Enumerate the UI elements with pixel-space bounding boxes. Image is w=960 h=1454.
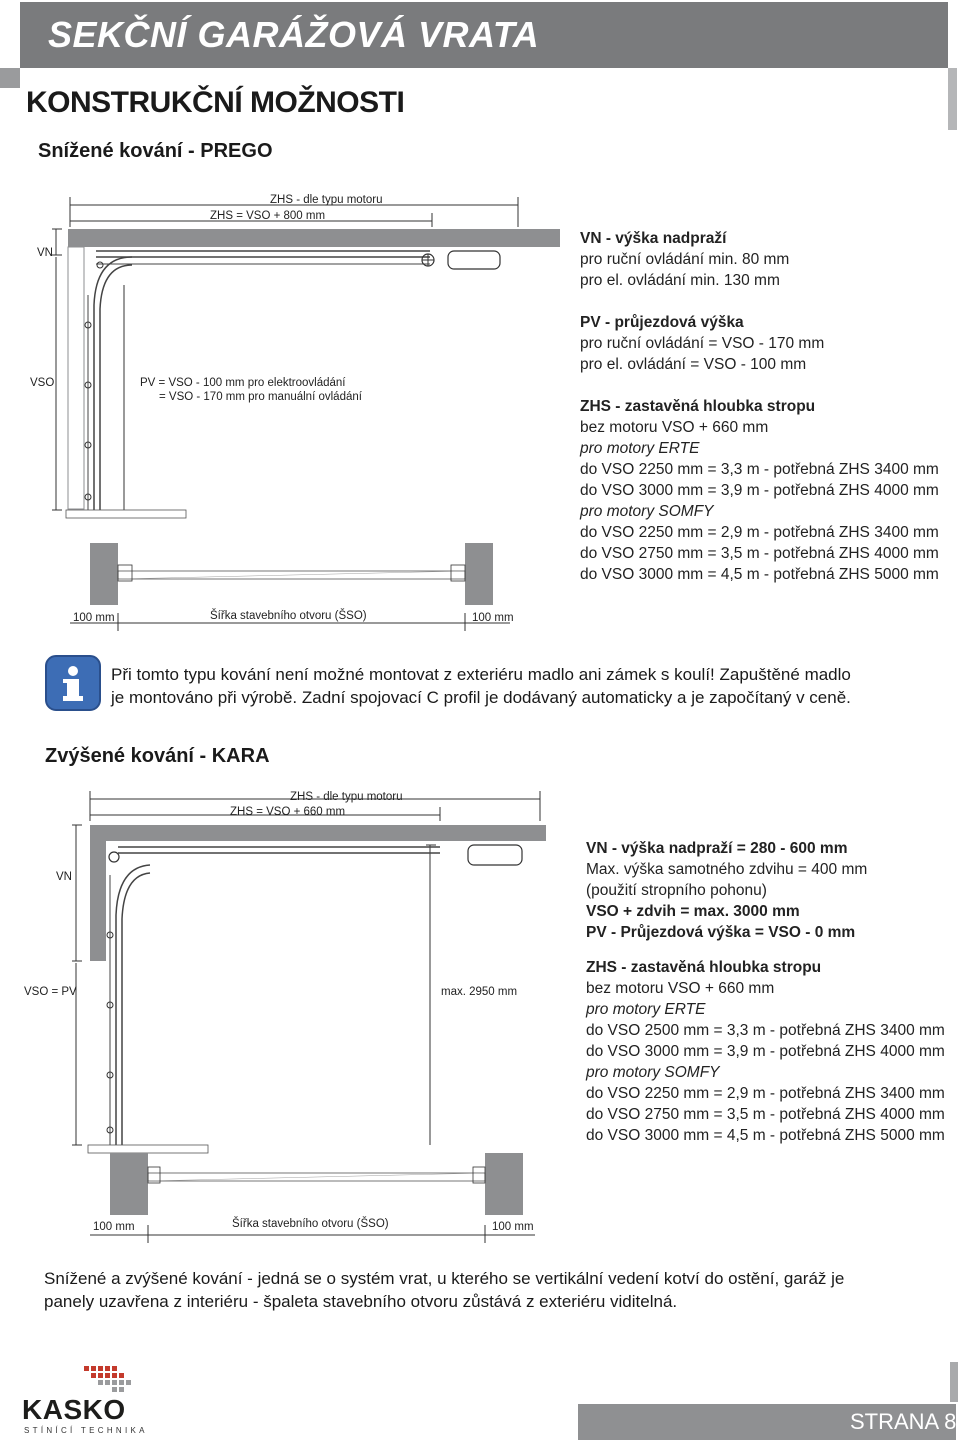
prego-diagram [0,185,560,635]
page-number: STRANA 8 [850,1409,957,1434]
vn-label: VN [37,247,53,259]
motor-icon-2 [468,845,522,865]
kara-spec-erte-2: do VSO 3000 mm = 3,9 m - potřebná ZHS 4000 mm [586,1043,945,1060]
section-heading: KONSTRUKČNÍ MOŽNOSTI [26,86,405,119]
spec-vn-title: VN - výška nadpraží [580,230,727,247]
page-title: SEKČNÍ GARÁŽOVÁ VRATA [48,14,540,55]
kara-specs [586,838,945,1146]
spec-erte: pro motory ERTE [580,440,700,457]
info-icon [44,654,102,712]
kasko-logo: KASKO [22,1394,126,1425]
spec-vn-manual: pro ruční ovládání min. 80 mm [580,251,790,268]
kara-spec-somfy-1: do VSO 2250 mm = 2,9 m - potřebná ZHS 3400 mm [586,1085,945,1102]
kara-spec-pv: PV - Průjezdová výška = VSO - 0 mm [586,924,856,941]
ceiling [68,229,560,247]
kasko-logo-subtitle: STÍNÍCÍ TECHNIKA [24,1426,148,1435]
kara-vn-label: VN [56,871,72,883]
kara-spec-somfy-3: do VSO 3000 mm = 4,5 m - potřebná ZHS 5000 mm [586,1127,945,1144]
info-note [111,663,851,709]
kara-zhs-motor-label: ZHS - dle typu motoru [290,791,403,803]
section1-title: Snížené kování - PREGO [38,140,273,162]
spec-zhs-title: ZHS - zastavěná hloubka stropu [580,398,816,415]
section2-title: Zvýšené kování - KARA [45,745,270,767]
kara-left-100-label: 100 mm [93,1221,135,1233]
bottom-note [44,1267,844,1313]
zhs-motor-label: ZHS - dle typu motoru [270,194,383,206]
kara-zhs-formula-label: ZHS = VSO + 660 mm [230,806,346,818]
bottom-note-line2: panely uzavřena z interiéru - špaleta stavebního otvoru zůstává z exteriéru viditelná. [44,1292,678,1311]
spec-somfy-1: do VSO 2250 mm = 2,9 m - potřebná ZHS 3400 mm [580,524,939,541]
spec-vn-el: pro el. ovládání min. 130 mm [580,272,780,289]
spec-pv-title: PV - průjezdová výška [580,314,744,331]
info-note-line2: je montováno při výrobě. Zadní spojovací C profil je dodávaný automaticky a je započítaný v ceně. [111,688,851,707]
kara-spec-zhs-title: ZHS - zastavěná hloubka stropu [586,959,822,976]
spec-erte-1: do VSO 2250 mm = 3,3 m - potřebná ZHS 3400 mm [580,461,939,478]
kara-spec-ceiling: (použití stropního pohonu) [586,882,767,899]
kara-spec-somfy-2: do VSO 2750 mm = 3,5 m - potřebná ZHS 4000 mm [586,1106,945,1123]
spec-somfy-2: do VSO 2750 mm = 3,5 m - potřebná ZHS 4000 mm [580,545,939,562]
kara-spec-vn: VN - výška nadpraží = 280 - 600 mm [586,840,848,857]
bottom-note-line1: Snížené a zvýšené kování - jedná se o systém vrat, u kterého se vertikální vedení kotví do ostění, garáž je [44,1269,845,1288]
kara-spec-erte-1: do VSO 2500 mm = 3,3 m - potřebná ZHS 3400 mm [586,1022,945,1039]
zhs-formula-label: ZHS = VSO + 800 mm [210,210,326,222]
spec-pv-el: pro el. ovládání = VSO - 100 mm [580,356,807,373]
pv-label-2: = VSO - 170 mm pro manuální ovládání [159,391,362,403]
kara-spec-zhs-nomotor: bez motoru VSO + 660 mm [586,980,775,997]
kara-ssso-label: Šířka stavebního otvoru (ŠSO) [232,1218,389,1230]
kara-spec-erte: pro motory ERTE [586,1001,706,1018]
ssso-label: Šířka stavebního otvoru (ŠSO) [210,610,367,622]
left-100-label: 100 mm [73,612,115,624]
vso-label: VSO [30,377,55,389]
spec-zhs-nomotor: bez motoru VSO + 660 mm [580,419,769,436]
kasko-logo-mark [82,1364,134,1398]
spec-erte-2: do VSO 3000 mm = 3,9 m - potřebná ZHS 4000 mm [580,482,939,499]
kara-right-100-label: 100 mm [492,1221,534,1233]
kara-diagram [0,785,570,1245]
spec-pv-manual: pro ruční ovládání = VSO - 170 mm [580,335,825,352]
spec-somfy: pro motory SOMFY [580,503,714,520]
right-100-label: 100 mm [472,612,514,624]
kara-spec-max-lift: Max. výška samotného zdvihu = 400 mm [586,861,868,878]
left-jamb [90,543,118,605]
kara-spec-somfy: pro motory SOMFY [586,1064,720,1081]
kara-spec-vso-lift: VSO + zdvih = max. 3000 mm [586,903,800,920]
motor-icon [448,251,500,269]
kara-max-label: max. 2950 mm [441,986,518,998]
header-side-strip [948,68,957,130]
info-note-line1: Při tomto typu kování není možné montovat z exteriéru madlo ani zámek s koulí! Zapuštěné madlo [111,665,851,684]
right-jamb [465,543,493,605]
kara-vso-pv-label: VSO = PV [24,986,77,998]
spec-somfy-3: do VSO 3000 mm = 4,5 m - potřebná ZHS 5000 mm [580,566,939,583]
pv-label-1: PV = VSO - 100 mm pro elektroovládání [140,377,346,389]
prego-specs [580,228,939,585]
header-corner-square [0,68,20,88]
footer-side-strip [950,1362,958,1402]
